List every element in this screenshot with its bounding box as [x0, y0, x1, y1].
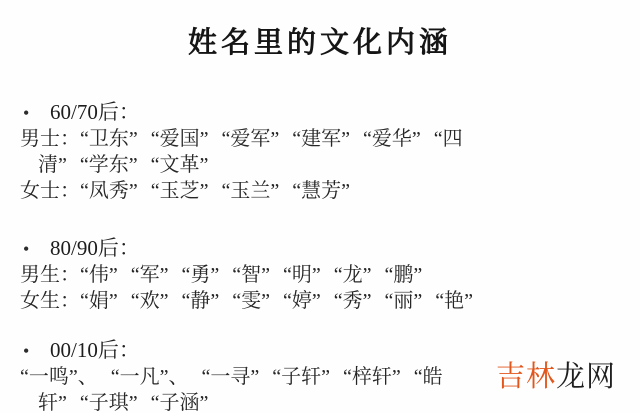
section-heading: 60/70后：	[50, 100, 140, 124]
text-line: 女士：“凤秀” “玉芝” “玉兰” “慧芳”	[20, 180, 351, 202]
text-line: 女生：“娟” “欢” “静” “雯” “婷” “秀” “丽” “艳”	[20, 290, 474, 312]
text-line: 轩” “子琪” “子涵”	[38, 392, 209, 414]
text-line: 男士：“卫东” “爱国” “爱军” “建军” “爱华” “四	[20, 128, 463, 150]
section-heading-line	[20, 337, 620, 364]
text-line: “一鸣”、 “一凡”、 “一寻” “子轩” “梓轩” “皓	[20, 366, 443, 388]
section-heading-line	[20, 99, 620, 126]
bullet-icon: •	[23, 103, 30, 123]
section-60-70	[20, 99, 620, 204]
bullet-icon: •	[23, 341, 30, 361]
text-line: 清” “学东” “文革”	[38, 154, 209, 176]
section-heading-line	[20, 235, 620, 262]
text-line: 男生：“伟” “军” “勇” “智” “明” “龙” “鹏”	[20, 264, 423, 286]
page-title: 姓名里的文化内涵	[187, 27, 452, 59]
watermark-text-longwang: 龙网	[555, 361, 616, 393]
watermark-text-jilin: 吉林	[495, 361, 556, 393]
section-heading: 00/10后：	[50, 338, 140, 362]
watermark	[496, 363, 616, 392]
section-heading: 80/90后：	[50, 236, 140, 260]
bullet-icon: •	[23, 239, 30, 259]
section-80-90	[20, 235, 620, 314]
